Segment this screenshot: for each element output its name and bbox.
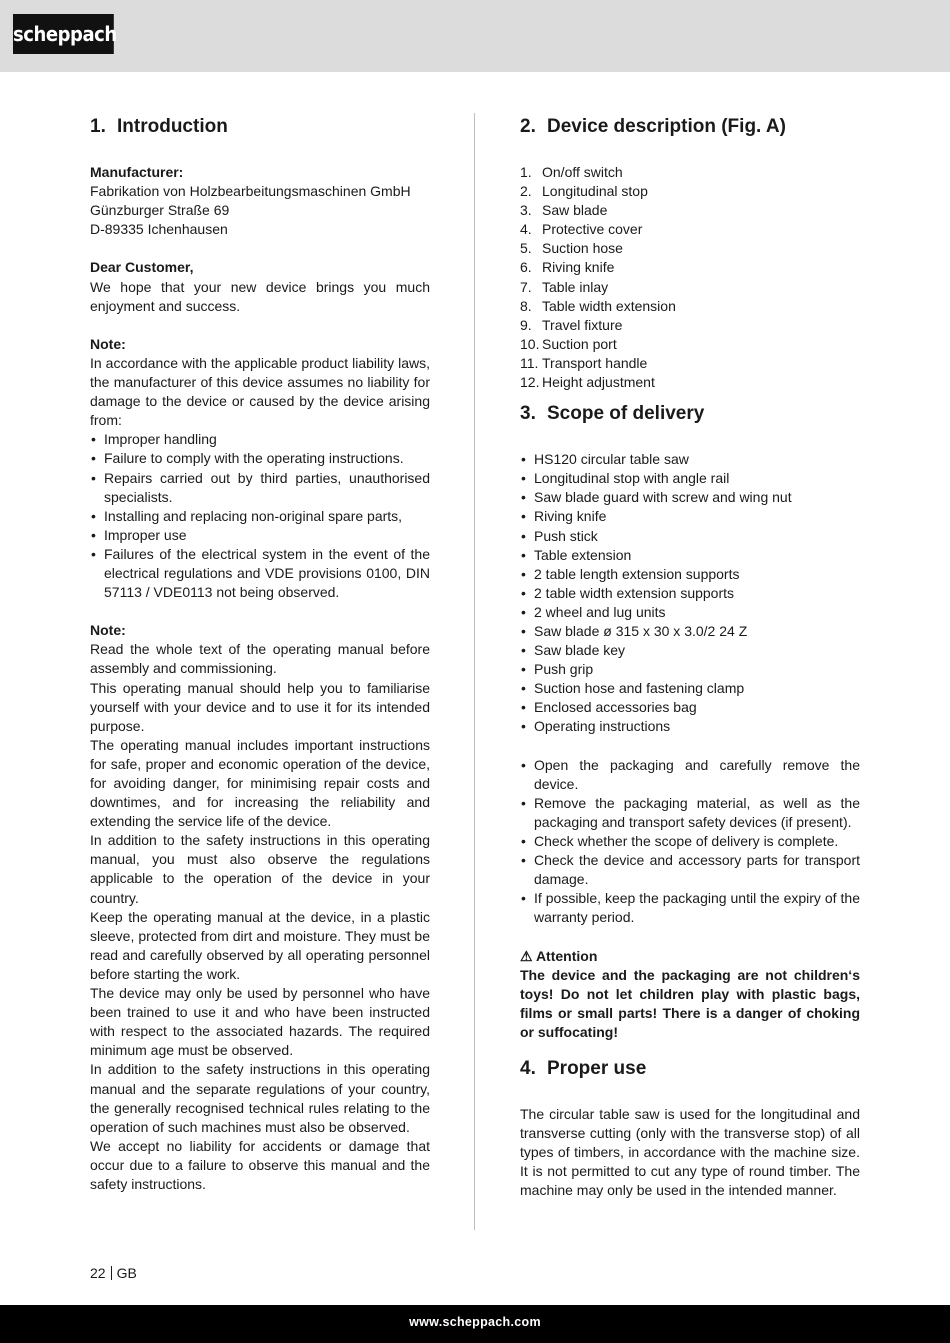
manufacturer-line: Günzburger Straße 69 [90,202,230,219]
list-item: • Repairs carried out by third parties, unauthorised specialists. [90,469,430,507]
note-paragraph: Keep the operating manual at the device, in a plastic sleeve, protected from dirt and moisture. They must be read and carefully observed by all operating personnel before starting the work. [90,908,430,982]
list-item: • Table extension [520,546,860,565]
list-item: • If possible, keep the packaging until the expiry of the warranty period. [520,889,860,927]
section-heading-proper-use: 4. Proper use [520,1058,647,1080]
footer-separator [111,1266,112,1280]
list-item: • Operating instructions [520,717,860,736]
dear-customer-text: We hope that your new device brings you much enjoyment and success. [90,278,430,314]
list-item: • Remove the packaging material, as well as the packaging and transport safety devices (if present). [520,794,860,832]
dear-customer-label: Dear Customer, [90,259,194,276]
list-item: 7. Table inlay [520,278,609,295]
header-bar [0,0,950,72]
page-number: 22 GB [90,1265,137,1281]
list-item: • Push stick [520,527,860,546]
unpacking-steps-list [520,756,860,928]
note-paragraph: Read the whole text of the operating manual before assembly and commissioning. [90,641,430,677]
column-divider [474,113,475,1230]
website-link[interactable]: www.scheppach.com [409,1315,541,1329]
footer-bar [0,1305,950,1343]
list-item: 5. Suction hose [520,240,623,257]
list-item: • Installing and replacing non-original spare parts, [90,507,430,526]
note-paragraph: In addition to the safety instructions in this operating manual, you must also observe the regulations applicable to the operation of the device in your country. [90,832,430,906]
note-label: Note: [90,622,126,639]
section-heading-introduction: 1. Introduction [90,116,228,137]
list-item: 1. On/off switch [520,164,623,180]
list-item: 6. Riving knife [520,259,615,276]
liability-list [90,430,430,602]
list-item: • Saw blade guard with screw and wing nut [520,488,860,507]
note-label: Note: [90,335,126,352]
list-item: 4. Protective cover [520,221,643,238]
list-item: • Push grip [520,660,860,679]
brand-logo: scheppach [13,14,114,54]
list-item: • Open the packaging and carefully remove the device. [520,756,860,794]
list-item: • Saw blade ø 315 x 30 x 3.0/2 24 Z [520,622,860,641]
device-parts-list [520,163,860,392]
list-item: 2. Longitudinal stop [520,183,648,200]
list-item: • Failure to comply with the operating instructions. [90,449,430,468]
list-item: • 2 table width extension supports [520,584,860,603]
note-paragraph: This operating manual should help you to familiarise yourself with your device and to use it for its intended purpose. [90,679,430,734]
list-item: • Saw blade key [520,641,860,660]
note-paragraph: The operating manual includes important instructions for safe, proper and economic operation of the device, for avoiding danger, for minimising repair costs and downtimes, and for increasing the reliability and extending the service life of the device. [90,736,430,830]
list-item: 9. Travel fixture [520,316,623,333]
list-item: • Check the device and accessory parts for transport damage. [520,851,860,889]
list-item: • 2 wheel and lug units [520,603,860,622]
list-item: 8. Table width extension [520,297,676,314]
note-paragraph: We accept no liability for accidents or damage that occur due to a failure to observe this manual and the safety instructions. [90,1137,430,1192]
note-text: In accordance with the applicable product liability laws, the manufacturer of this device assumes no liability for damage to the device or caused by the device arising from: [90,354,430,429]
right-column [520,113,860,1201]
note-paragraph: In addition to the safety instructions in this operating manual and the separate regulations of your country, the generally recognised technical rules relating to the operation of such machines must also be observed. [90,1061,430,1135]
manufacturer-line: Fabrikation von Holzbearbeitungsmaschinen GmbH [90,183,411,200]
attention-heading: ⚠ Attention [520,947,598,964]
list-item: 12. Height adjustment [520,374,655,391]
list-item: • Suction hose and fastening clamp [520,679,860,698]
warning-triangle-icon: ⚠ [520,947,533,964]
list-item: • Failures of the electrical system in the event of the electrical regulations and VDE provisions 0100, DIN 57113 / VDE0113 not being observed. [90,545,430,602]
list-item: • HS120 circular table saw [520,450,860,469]
note-paragraph: The device may only be used by personnel who have been trained to use it and who have been instructed with respect to the associated hazards. The required minimum age must be observed. [90,985,430,1059]
delivery-contents-list [520,450,860,736]
manufacturer-line: D-89335 Ichenhausen [90,221,228,238]
list-item: • Improper handling [90,430,430,449]
proper-use-text: The circular table saw is used for the longitudinal and transverse cutting (only with the transverse stop) of all types of timbers, in accordance with the machine size. It is not permitted to cut any type of round timber. The machine may only be used in the intended manner. [520,1106,860,1199]
manufacturer-label: Manufacturer: [90,164,184,180]
list-item: • Enclosed accessories bag [520,698,860,717]
list-item: 11. Transport handle [520,354,648,371]
list-item: • Check whether the scope of delivery is complete. [520,832,860,851]
attention-text: The device and the packaging are not children‘s toys! Do not let children play with plastic bags, films or small parts! There is a danger of choking or suffocating! [520,966,860,1040]
list-item: 10. Suction port [520,335,617,352]
list-item: • Riving knife [520,507,860,526]
left-column [90,113,430,1194]
list-item: 3. Saw blade [520,202,608,219]
list-item: • Longitudinal stop with angle rail [520,469,860,488]
list-item: • 2 table length extension supports [520,565,860,584]
list-item: • Improper use [90,526,430,545]
section-heading-scope-of-delivery: 3. Scope of delivery [520,403,705,425]
section-heading-device-description: 2. Device description (Fig. A) [520,116,786,137]
